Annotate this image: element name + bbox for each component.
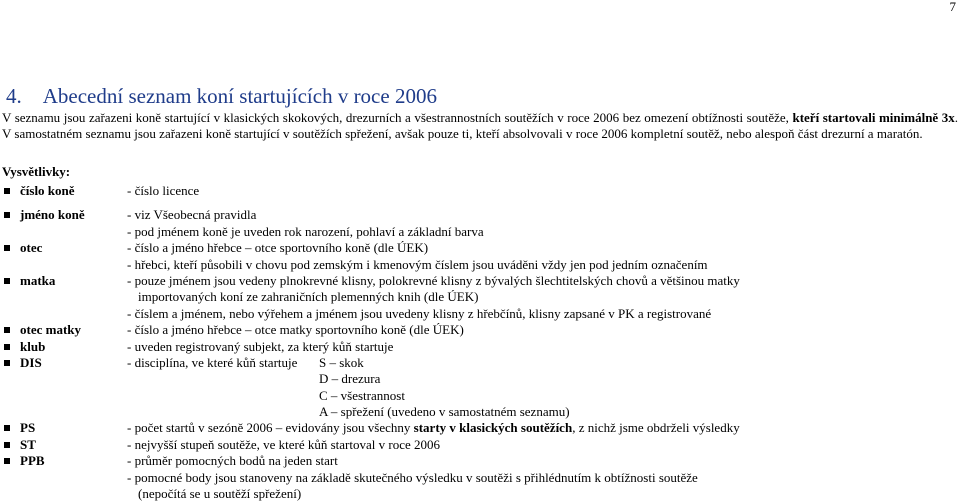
square-bullet-icon — [4, 188, 10, 194]
legend-desc: - číslo a jméno hřebce – otce sportovního koně (dle ÚEK) — [127, 240, 429, 256]
square-bullet-icon — [4, 458, 10, 464]
legend-item-dis — [0, 355, 960, 371]
legend-desc: - disciplína, ve které kůň startuje — [127, 354, 298, 370]
square-bullet-icon — [4, 442, 10, 448]
legend-item-st — [0, 437, 960, 453]
legend-item-continuation — [0, 371, 960, 387]
discipline-code: D – drezura — [319, 371, 381, 387]
square-bullet-icon — [4, 425, 10, 431]
legend-desc: (nepočítá se u soutěží spřežení) — [138, 486, 302, 502]
legend-term: klub — [20, 338, 46, 354]
legend-title: Vysvětlivky: — [2, 164, 71, 179]
legend-term: PPB — [20, 453, 45, 469]
legend-item-continuation — [0, 257, 960, 273]
legend-item-continuation — [0, 388, 960, 404]
square-bullet-icon — [4, 360, 10, 366]
legend-desc-b: , z nichž jsme obdrželi výsledky — [572, 420, 740, 436]
legend-term: otec matky — [20, 322, 82, 338]
section-title: Abecední seznam koní startujících v roce 2006 — [42, 84, 437, 108]
square-bullet-icon — [4, 245, 10, 251]
legend-desc — [127, 420, 740, 436]
legend-desc: - uveden registrovaný subjekt, za který kůň startuje — [127, 338, 394, 354]
legend-term: matka — [20, 272, 56, 288]
discipline-code: S – skok — [319, 354, 364, 370]
legend-item-otec — [0, 240, 960, 256]
legend-desc: - průměr pomocných bodů na jeden start — [127, 453, 338, 469]
legend-desc-a: - počet startů v sezóně 2006 – evidovány jsou všechny — [127, 420, 414, 436]
legend-item-continuation — [0, 306, 960, 322]
legend-item-otec-matky — [0, 322, 960, 338]
legend-desc: - pomocné body jsou stanoveny na základě skutečného výsledku v soutěži s přihlédnutím k obtížnosti soutěže — [127, 469, 698, 485]
intro-paragraph — [2, 110, 958, 142]
legend-list — [0, 183, 960, 502]
legend-term: ST — [20, 436, 36, 452]
legend-desc: - číslo a jméno hřebce – otce matky sportovního koně (dle ÚEK) — [127, 322, 464, 338]
legend-term: otec — [20, 240, 43, 256]
square-bullet-icon — [4, 278, 10, 284]
legend-desc: - nejvyšší stupeň soutěže, ve které kůň startoval v roce 2006 — [127, 436, 440, 452]
section-number: 4. — [6, 84, 22, 108]
legend-item-continuation — [0, 289, 960, 305]
legend-desc: - pouze jménem jsou vedeny plnokrevné klisny, polokrevné klisny z bývalých šlechtitelských chovů a většinou matky — [127, 272, 740, 288]
square-bullet-icon — [4, 344, 10, 350]
legend-item-jmeno-kone — [0, 207, 960, 223]
square-bullet-icon — [4, 212, 10, 218]
legend-item-cislo-kone — [0, 183, 960, 199]
legend-desc: - pod jménem koně je uveden rok narození, pohlaví a základní barva — [127, 223, 484, 239]
legend-term: číslo koně — [20, 183, 75, 198]
discipline-code: A – spřežení (uvedeno v samostatném seznamu) — [319, 404, 570, 420]
legend-item-ppb — [0, 453, 960, 469]
legend-item-matka — [0, 273, 960, 289]
legend-item-continuation — [0, 224, 960, 240]
legend-term: DIS — [20, 354, 42, 370]
legend-desc: - číslem a jménem, nebo výřehem a jménem jsou uvedeny klisny z hřebčínů, klisny zapsané v PK a registrované — [127, 305, 712, 321]
legend-desc: - číslo licence — [127, 183, 200, 198]
page-number: 7 — [949, 0, 956, 14]
intro-text-bold: kteří startovali minimálně 3x — [792, 110, 955, 125]
legend-desc: - viz Všeobecná pravidla — [127, 207, 257, 223]
legend-item-ps — [0, 420, 960, 436]
section-heading — [6, 84, 437, 109]
discipline-code: C – všestrannost — [319, 387, 405, 403]
legend-item-continuation — [0, 404, 960, 420]
legend-item-klub — [0, 339, 960, 355]
legend-desc-bold: starty v klasických soutěžích — [413, 420, 573, 436]
intro-text-b: . V samostatném seznamu jsou zařazeni koně startující v soutěžích spřežení, avšak pouze ti, kteří absolvovali v roce 2006 kompletní soutěž, nebo alespoň část drezurní a maratón. — [2, 110, 958, 141]
legend-term: jméno koně — [20, 207, 85, 223]
square-bullet-icon — [4, 327, 10, 333]
legend-desc: - hřebci, kteří působili v chovu pod zemským i kmenovým číslem jsou uváděni vždy jen pod jedním označením — [127, 256, 708, 272]
legend-item-continuation — [0, 486, 960, 502]
legend-item-continuation — [0, 470, 960, 486]
legend-desc: importovaných koní ze zahraničních plemenných knih (dle ÚEK) — [138, 289, 479, 305]
legend-term: PS — [20, 420, 36, 436]
intro-text-a: V seznamu jsou zařazeni koně startující v klasických skokových, drezurních a všestrannostních soutěžích v roce 2006 bez omezení obtížnosti soutěže, — [2, 110, 793, 125]
